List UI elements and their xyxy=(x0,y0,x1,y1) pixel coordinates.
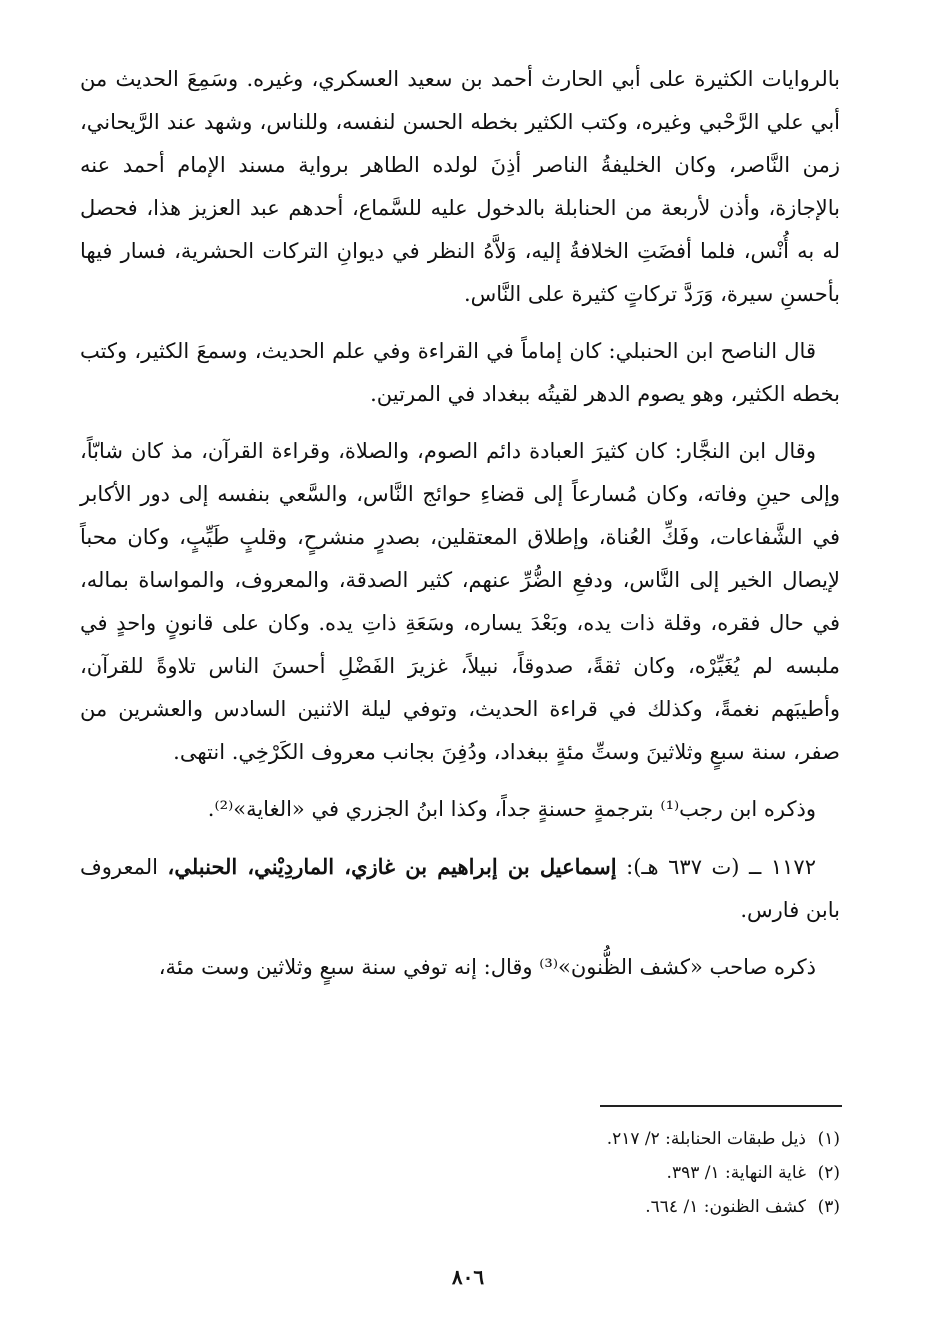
footnote-text: ذيل طبقات الحنابلة: ٢/ ٢١٧. xyxy=(606,1129,806,1149)
paragraph-6 xyxy=(80,946,840,989)
footnotes xyxy=(80,1122,840,1224)
entry-rest: المعروف بابن فارس. xyxy=(80,855,840,922)
footnote-1 xyxy=(80,1122,840,1156)
paragraph-3 xyxy=(80,430,840,774)
footnote-divider xyxy=(600,1105,842,1107)
footnote-3 xyxy=(80,1190,840,1224)
paragraph-1: بالروايات الكثيرة على أبي الحارث أحمد بن سعيد العسكري، وغيره. وسَمِعَ الحديث من أبي علي الرَّحْبي وغيره، وكتب الكثير بخطه الحسن لنفسه، وللناس، وشهد عند الرَّيحاني، زمن النَّاصر، وكان الخليفةُ الناصر أذِنَ لولده الطاهر برواية مسند الإمام أحمد عنه بالإجازة، وأذن لأربعة من الحنابلة بالدخول عليه للسَّماع، أحدهم عبد العزيز هذا، فحصل له به أُنْس، فلما أفضَتِ الخلافةُ إليه، وَلاَّهُ النظر في ديوانِ التركات الحشرية، فسار فيها بأحسنِ سيرة، وَرَدَّ تركاتٍ كثيرة على النَّاس. xyxy=(80,67,840,306)
footnote-text: غاية النهاية: ١/ ٣٩٣. xyxy=(666,1163,806,1183)
paragraph-2 xyxy=(80,330,840,416)
paragraph-3-text: وقال ابن النجَّار: كان كثيرَ العبادة دائم الصوم، والصلاة، وقراءة القرآن، مذ كان شابّاً، وإلى حينِ وفاته، وكان مُسارعاً إلى قضاءِ حوائج النَّاس، والسَّعي بنفسه إلى دور الأكابر في الشَّفاعات، وفَكِّ العُناة، وإطلاق المعتقلين، بصدرٍ منشرحٍ، وقلبٍ طَيِّبٍ، وكان محباً لإيصال الخير إلى النَّاس، ودفعِ الضُّرِّ عنهم، كثير الصدقة، والمعروف، والمواساة بماله، في حال فقره، وقلة ذات يده، وبَعْدَ يساره، وسَعَةِ ذاتِ يده. وكان على قانونٍ واحدٍ في ملبسه لم يُغَيِّرْه، وكان ثقةً، صدوقاً، نبيلاً، غزيرَ الفَضْلِ أحسنَ الناس تلاوةً للقرآن، وأطيبَهم نغمةً، وكذلك في قراءة الحديث، وتوفي ليلة الاثنين السادس والعشرين من صفر، سنة سبعٍ وثلاثينَ وستِّ مئةٍ ببغداد، ودُفِنَ بجانب معروف الكَرْخِي. انتهى. xyxy=(80,439,840,764)
footnote-number: (١) xyxy=(817,1129,840,1149)
footnote-number: (٣) xyxy=(817,1197,840,1217)
paragraph-2-text: قال الناصح ابن الحنبلي: كان إماماً في القراءة وفي علم الحديث، وسمعَ الكثير، وكتب بخطه الكثير، وهو يصوم الدهر لقيتُه ببغداد في المرتين. xyxy=(80,339,840,406)
paragraph-4-text: وذكره ابن رجب⁽¹⁾ بترجمةٍ حسنةٍ جداً، وكذا ابنُ الجزري في «الغاية»⁽²⁾. xyxy=(207,797,816,821)
paragraph-6-text: ذكره صاحب «كشف الظُّنون»⁽³⁾ وقال: إنه توفي سنة سبعٍ وثلاثين وست مئة، xyxy=(158,955,816,979)
entry-1172 xyxy=(80,845,840,932)
footnote-text: كشف الظنون: ١/ ٦٦٤. xyxy=(645,1197,806,1217)
paragraph-4 xyxy=(80,788,840,831)
entry-name: إسماعيل بن إبراهيم بن غازي، الماردِيْني، الحنبلي، xyxy=(167,854,617,879)
entry-number: ١١٧٢ ــ (ت ٦٣٧ هـ): xyxy=(626,855,816,879)
page-number: ٨٠٦ xyxy=(451,1265,485,1289)
page-body xyxy=(80,58,840,1003)
footnote-2 xyxy=(80,1156,840,1190)
footnote-number: (٢) xyxy=(817,1163,840,1183)
